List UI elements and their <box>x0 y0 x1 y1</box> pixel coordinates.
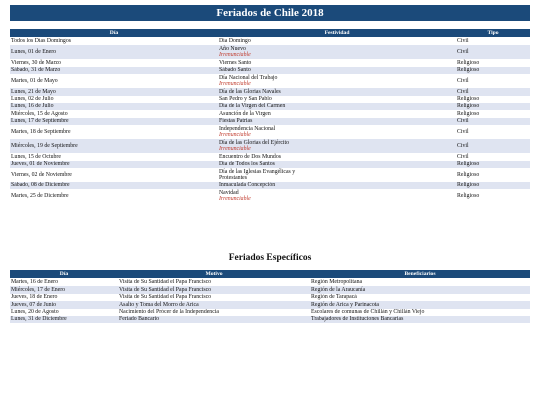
festividad-name: Día de Todos los Santos <box>219 161 275 167</box>
festividad-name: Encuentro de Dos Mundos <box>219 153 281 160</box>
festividad-name: Día Nacional del Trabajo <box>219 74 278 81</box>
table-row <box>10 74 530 88</box>
cell-festividad <box>218 118 456 125</box>
cell-festividad <box>218 168 456 182</box>
cell-dia: Martes, 01 de Mayo <box>11 77 58 84</box>
festividad-name: Día Domingo <box>219 38 251 45</box>
irrenunciable-note: Irrenunciable <box>219 196 251 203</box>
festividad-name: Día de las Iglesias Evangélicas y <box>219 168 296 175</box>
specific-table-header <box>10 270 530 279</box>
cell-festividad <box>218 74 456 88</box>
cell-festividad <box>218 182 456 189</box>
cell-tipo: Religioso <box>456 103 530 110</box>
cell-dia: Jueves, 18 de Enero <box>11 294 58 301</box>
cell-festividad <box>218 110 456 117</box>
cell-festividad <box>218 139 456 153</box>
table-row <box>10 139 530 153</box>
cell-tipo: Civil <box>457 128 469 135</box>
cell-tipo: Civil <box>456 45 530 59</box>
cell-dia: Miércoles, 17 de Enero <box>10 286 118 293</box>
table-row <box>10 88 530 95</box>
table-row <box>10 38 530 46</box>
table-row <box>10 45 530 59</box>
cell-beneficiarios: Región Metropolitana <box>311 279 363 286</box>
cell-dia: Viernes, 30 de Marzo <box>11 59 61 66</box>
cell-festividad <box>218 45 456 59</box>
specific-holidays-table <box>10 270 530 323</box>
cell-dia: Jueves, 07 de Junio <box>10 301 118 308</box>
festividad-name: Sábado Santo <box>219 67 251 74</box>
cell-tipo: Religioso <box>457 59 480 66</box>
cell-dia: Sábado, 31 de Marzo <box>10 67 218 74</box>
cell-tipo: Civil <box>457 153 469 160</box>
cell-festividad <box>218 88 456 95</box>
cell-dia: Lunes, 21 de Mayo <box>10 88 218 95</box>
cell-motivo: Nacimiento del Prócer de la Independencia <box>119 309 219 316</box>
cell-festividad <box>218 59 456 66</box>
cell-tipo: Civil <box>457 77 469 84</box>
table-row <box>10 59 530 66</box>
irrenunciable-note: Irrenunciable <box>219 132 251 139</box>
cell-tipo: Religioso <box>457 171 480 178</box>
cell-festividad <box>218 189 456 203</box>
table-row <box>10 294 530 301</box>
cell-dia: Lunes, 02 de Julio <box>11 96 54 103</box>
cell-beneficiarios: Región de Tarapacá <box>311 294 357 301</box>
table-row <box>10 168 530 182</box>
cell-festividad <box>218 38 456 46</box>
table-row <box>10 286 530 293</box>
festividad-name: Independencia Nacional <box>219 125 276 132</box>
page-title: Feriados de Chile 2018 <box>10 5 530 21</box>
cell-dia: Martes, 16 de Enero <box>11 279 59 286</box>
irrenunciable-note: Irrenunciable <box>219 52 251 59</box>
table-row <box>10 316 530 323</box>
cell-dia: Lunes, 17 de Septiembre <box>10 118 218 125</box>
cell-dia: Lunes, 20 de Agosto <box>11 309 59 316</box>
cell-dia: Martes, 25 de Diciembre <box>11 193 69 200</box>
table-row <box>10 110 530 117</box>
column-header-dia: Día <box>10 29 218 38</box>
festividad-name: San Pedro y San Pablo <box>219 96 272 103</box>
column-header-dia: Día <box>10 270 118 279</box>
cell-festividad <box>218 103 456 110</box>
cell-tipo: Religioso <box>456 67 530 74</box>
cell-beneficiarios: Región de Arica y Parinacota <box>310 301 530 308</box>
cell-beneficiarios: Región de la Araucanía <box>310 286 530 293</box>
cell-beneficiarios: Trabajadores de Instituciones Bancarias <box>310 316 530 323</box>
cell-dia: Miércoles, 15 de Agosto <box>11 110 68 117</box>
festividad-name: Día de la Virgen del Carmen <box>219 103 286 110</box>
table-row <box>10 279 530 287</box>
cell-tipo: Religioso <box>456 182 530 189</box>
cell-tipo: Religioso <box>456 161 530 168</box>
table-row <box>10 125 530 139</box>
festividad-name: Viernes Santo <box>219 59 252 66</box>
cell-dia: Lunes, 31 de Diciembre <box>10 316 118 323</box>
holidays-table <box>10 29 530 203</box>
column-header-beneficiarios: Beneficiarios <box>310 270 530 279</box>
cell-dia: Lunes, 16 de Julio <box>10 103 218 110</box>
cell-tipo: Civil <box>456 139 530 153</box>
cell-dia: Viernes, 02 de Noviembre <box>11 171 72 178</box>
cell-tipo: Civil <box>457 38 469 45</box>
cell-motivo: Asalto y Toma del Morro de Arica <box>118 301 310 308</box>
cell-tipo: Religioso <box>457 193 480 200</box>
table-row <box>10 182 530 189</box>
table-row <box>10 153 530 160</box>
table-row <box>10 67 530 74</box>
festividad-name: Año Nuevo <box>219 45 246 52</box>
cell-dia: Jueves, 01 de Noviembre <box>10 161 218 168</box>
table-row <box>10 301 530 308</box>
cell-festividad <box>218 96 456 103</box>
column-header-festividad: Festividad <box>218 29 456 38</box>
festividad-name-continued: Protestantes <box>219 174 248 181</box>
specific-holidays-title: Feriados Específicos <box>228 253 312 263</box>
cell-motivo: Visita de Su Santidad el Papa Francisco <box>119 279 212 286</box>
cell-dia: Todos los Días Domingos <box>11 38 71 45</box>
cell-dia: Lunes, 01 de Enero <box>10 45 218 59</box>
irrenunciable-note: Irrenunciable <box>219 81 251 88</box>
festividad-name: Fiestas Patrias <box>219 118 253 125</box>
table-row <box>10 103 530 110</box>
table-row <box>10 309 530 316</box>
cell-dia: Miércoles, 19 de Septiembre <box>10 139 218 153</box>
cell-tipo: Religioso <box>457 110 480 117</box>
festividad-name: Navidad <box>219 189 239 196</box>
cell-dia: Lunes, 15 de Octubre <box>11 153 61 160</box>
table-row <box>10 118 530 125</box>
column-header-tipo: Tipo <box>456 29 530 38</box>
cell-festividad <box>218 67 456 74</box>
festividad-name: Día de las Glorias Navales <box>219 88 281 95</box>
table-row <box>10 189 530 203</box>
cell-tipo: Religioso <box>457 96 480 103</box>
cell-dia: Martes, 18 de Septiembre <box>11 128 71 135</box>
cell-festividad <box>218 125 456 139</box>
cell-tipo: Civil <box>456 118 530 125</box>
cell-tipo: Civil <box>456 88 530 95</box>
cell-festividad <box>218 153 456 160</box>
table-row <box>10 96 530 103</box>
cell-festividad <box>218 161 456 168</box>
cell-motivo: Feriado Bancario <box>118 316 310 323</box>
festividad-name: Inmaculada Concepción <box>219 182 276 189</box>
festividad-name: Asunción de la Virgen <box>219 110 271 117</box>
cell-beneficiarios: Escolares de comunas de Chillán y Chillán Viejo <box>311 309 425 316</box>
irrenunciable-note: Irrenunciable <box>219 146 251 153</box>
column-header-motivo: Motivo <box>118 270 310 279</box>
festividad-name: Día de las Glorias del Ejército <box>219 139 290 146</box>
cell-motivo: Visita de Su Santidad el Papa Francisco <box>119 294 212 301</box>
table-row <box>10 161 530 168</box>
holidays-table-header <box>10 29 530 38</box>
cell-dia: Sábado, 08 de Diciembre <box>10 182 218 189</box>
cell-motivo: Visita de Su Santidad el Papa Francisco <box>118 286 310 293</box>
